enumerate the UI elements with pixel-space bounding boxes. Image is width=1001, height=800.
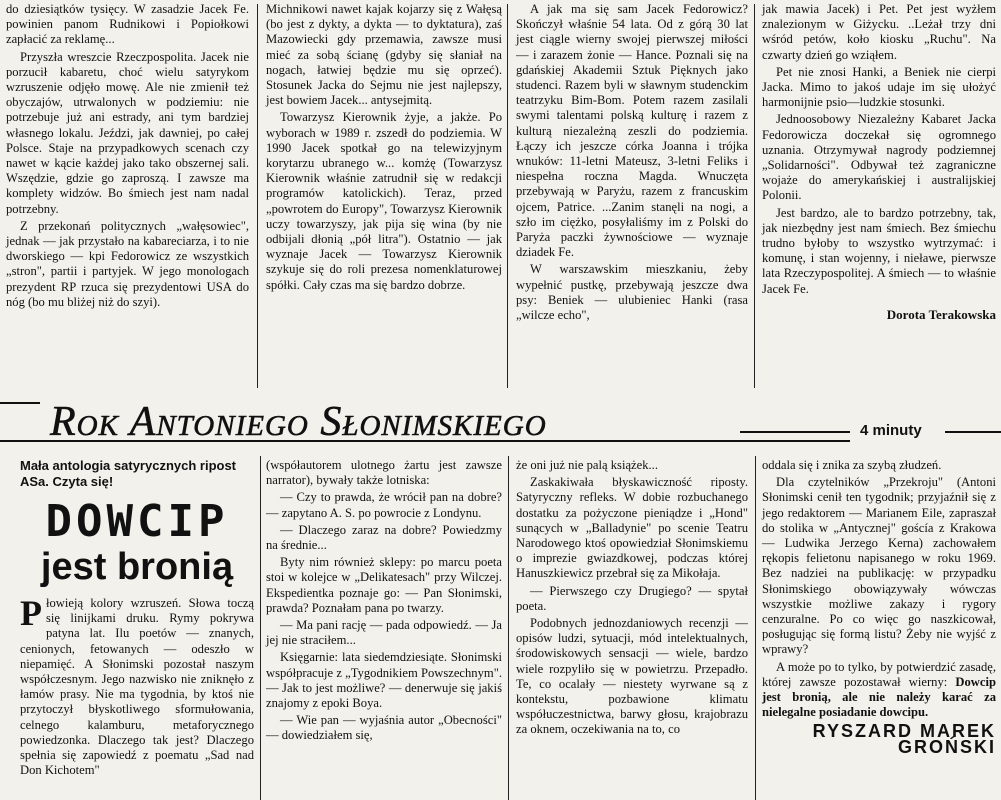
bottom-column-4 [762,458,996,755]
bottom-column-3 [516,458,748,738]
column-divider [755,456,756,800]
paragraph: — Pierwszego czy Drugiego? — spytał poeta. [516,583,748,613]
bold-quote: Dowcip jest bronią, ale nie należy karać za nielegalne posiadanie dowcipu. [762,674,996,720]
top-column-3 [516,2,748,323]
top-column-1 [6,2,249,310]
reading-time: 4 minuty [860,422,922,439]
headline-line-1: DOWCIP [45,496,229,547]
paragraph: — Wie pan — wyjaśnia autor „Obecności" — dowiedziałem się, [266,713,502,743]
paragraph: że oni już nie palą książek... [516,458,658,472]
paragraph: Podobnych jednozdaniowych recenzji — opisów ludzi, sytuacji, mód intelektualnych, środowiskowych sensacji — wiele, bardzo wiele rozpyliło się w powietrzu. Przepadło. Te, co ocalały — niestety wyrwane są z kontekstu, pozbawione klimatu współuczestnictwa, barwy głosu, krajobrazu za oknem, oczekiwania na to, co [516,616,748,737]
paragraph: Księgarnie: lata siedemdziesiąte. Słonimski współpracuje z „Tygodnikiem Powszechnym". — Jak to jest możliwe? — denerwuje się jakiś znajomy z epoki Boya. [266,650,502,711]
top-column-4 [762,2,996,322]
article-author: RYSZARD MAREK GROŃSKI [812,721,996,757]
paragraph: (współautorem ulotnego żartu jest zawsze narrator), bywały także lotniska: [266,458,502,488]
banner-rule [0,402,40,404]
paragraph: do dziesiątków tysięcy. W zasadzie Jacek Fe. powinien panom Rudnikowi i Popiołkowi zapłacić za reklamę... [6,2,249,47]
paragraph: Michnikowi nawet kajak kojarzy się z Wałęsą (bo jest z dykty, a dykta — to dyktatura), zaś Mazowiecki gdy przemawia, zawsze musi mieć za sobą ścianę (gdyby się słaniał na nogach, łatwiej będzie mu się oprzeć). Stosunek Jacka do Sejmu nie jest najlepszy, jest bowiem Jacek... antysejmitą. [266,2,502,108]
column-divider [507,4,508,388]
bottom-column-2 [266,458,502,744]
paragraph: Jednoosobowy Niezależny Kabaret Jacka Fedorowicza doczekał się ogromnego uznania. Otrzymywał nagrody podziemnej „Solidarności". Odbywał też zagraniczne wojaże do amerykańskiej i australijskiej Polonii. [762,112,996,203]
column-divider [508,456,509,800]
article-lead: Mała antologia satyrycznych ripost ASa. Czyta się! [20,458,237,489]
paragraph: — Dlaczego zaraz na dobre? Powiedzmy na średnie... [266,522,502,553]
paragraph: Towarzysz Kierownik żyje, a jakże. Po wyborach w 1989 r. zszedł do podziemia. W 1990 Jacek spotkał go na telewizyjnym korytarzu ubranego w... komżę (Towarzysz Kierownik właśnie zatrudnił się w redakcji programów katolickich). Teraz, przed „powrotem do Europy", Towarzysz Kierownik uczy towarzyszy, jak pija się wina (by nie odbijali dłonią „pół litra"). Ostatnio — jak wyznaje Jacek — Towarzysz Kierownik szykuje się do roli prezesa nomenklaturowej spółki. Cały czas ma się bardzo dobrze. [266,110,502,292]
bottom-column-1 [20,458,254,778]
paragraph: W warszawskim mieszkaniu, żeby wypełnić pustkę, przebywają jeszcze dwa psy: Beniek — ulubieniec Hanki (rasa „wilcze echo", [516,262,748,323]
paragraph: — Ma pani rację — pada odpowiedź. — Ja jej nie straciłem... [266,618,502,648]
column-divider [260,456,261,800]
paragraph [20,593,254,778]
section-banner [0,396,1001,446]
article-signature: Dorota Terakowska [886,306,996,322]
column-divider [754,4,755,388]
paragraph: oddala się i znika za szybą złudzeń. [762,458,942,472]
headline-line-2: jest bronią [40,546,234,588]
column-divider [257,4,258,388]
paragraph [762,660,996,721]
paragraph: Pet nie znosi Hanki, a Beniek nie cierpi Jacka. Mimo to jakoś udaje im się ułożyć harmonijnie psio—ludzkie stosunki. [762,64,996,110]
banner-rule [740,431,850,433]
paragraph: Byty nim również sklepy: po marcu poeta stoi w kolejce w „Delikatesach" przy Wilczej. Ekspedientka poznaje go: — Pan Słonimski, prawda? Poznałam pana po twarzy. [266,555,502,615]
drop-cap: P [20,593,42,633]
paragraph-text: łowieją kolory wzruszeń. Słowa toczą się linijkami druku. Rymy pokrywa patyna lat. Ilu poetów — znanych, cenionych, fetowanych — odeszło w niepamięć. A Słonimski pozostał naszym współczesnym. Jego nazwisko nie zniknęło z łamów prasy. Nie ma tygodnia, by ktoś nie przytoczył błyskotliwego sformułowania, celnego kalamburu, metaforycznego powiedzonka. Dlaczego tak jest? Dlaczego spełnia się zapowiedź z poematu „Sad nad Don Kichotem" [20,596,254,778]
paragraph: Zaskakiwała błyskawiczność riposty. Satyryczny refleks. W dobie rozbuchanego dostatku za pożyczone pieniądze i „Hond" sunących w „Balladynie" po scenie Teatru Narodowego ktoś opowiedział Słonimskiemu o imprezie gwiazdkowej, podczas której Hanuszkiewicz przebrał się za Mikołaja. [516,475,748,581]
banner-title: Rok Antoniego Słonimskiego [50,399,547,445]
paragraph-text: A może po to tylko, by potwierdzić zasadę, której zawsze pozostawał wierny: [762,659,996,689]
paragraph: — Czy to prawda, że wrócił pan na dobre? — zapytano A. S. po powrocie z Londynu. [266,490,502,520]
paragraph: Dla czytelników „Przekroju" (Antoni Słonimski cenił ten tygodnik; przyjaźnił się z jego redaktorem — Marianem Eile, zapraszał do stolika w „Antycznej" goścía z Krakowa — Ludwika Jerzego Kerna) zachowałem rękopis felietonu napisanego w roku 1969. Bez nadziei na publikację: w przypadku Słonimskiego obowiązywały wówczas wszystkie możliwe zakazy i rygory cenzuralne. Po co więc go naszkicował, posługując się formą listu? Żeby nie wyjść z wprawy? [762,475,996,657]
paragraph: jak mawia Jacek) i Pet. Pet jest wyżłem znalezionym w Giżycku. ..Leżał trzy dni wśród petów, koło kiosku „Ruchu". Na czwarty dzień go wziąłem. [762,2,996,62]
paragraph: A jak ma się sam Jacek Fedorowicz? Skończył właśnie 54 lata. Od z górą 30 lat jest ciągle wierny swojej pierwszej miłości — i zarazem żonie — Hance. Poznali się na gdańskiej Akademii Sztuk Pięknych jako studenci. Razem byli w sławnym studenckim teatrzyku Bim-Bom. Potem razem zasilali swymi talentami polską kulturę i razem z kulturą niezależną zeszli do podziemia. Łączy ich jeszcze córka Joanna i trójka wnuków: 11-letni Mateusz, 3-letni Feliks i niespełna roczna Magda. Wnuczęta przebywają w Paryżu, razem z francuskim ojcem, Patrice. ...Zanim stanęli na nogi, a szło im ciężko, posyłaliśmy im z Polski do Paryża paczki żywnościowe — wyznaje dziadek Fe. [516,2,748,260]
paragraph: Z przekonań politycznych „wałęsowiec", jednak — jak przystało na kabareciarza, i to nie dworskiego — kpi Fedorowicz ze wszystkich „stron", partii i partyjek. W jego monologach prezydent RP rzuca się prezydentowi USA do nóg (bo mu bliżej niż do szyi). [6,218,249,309]
banner-rule [945,431,1001,433]
paragraph: Jest bardzo, ale to bardzo potrzebny, tak, jak niezbędny jest nam śmiech. Bez śmiechu trudno byłoby to wszystko wytrzymać: i komunę, i stan wojenny, i nieławe, pierwsze lata Rzeczypospolitej. A śmiech — to właśnie Jacek Fe. [762,205,996,296]
paragraph: Przyszła wreszcie Rzeczpospolita. Jacek nie porzucił kabaretu, choć wielu satyrykom wzruszenie odjęło mowę. Ale nie zmienił też obyczajów, utrwalonych w podziemiu: nie potrzebuje już ani estrady, ani tym bardziej własnego lokalu. Jeździ, jak dawniej, po całej Polsce. Staje na przypadkowych scenach czy nawet w kącie każdej jako tako obszernej sali. Wszędzie, gdzie go zaproszą. I zawsze ma komplety widzów. Bo śmiech jest nam nadal potrzebny. [6,49,249,216]
top-column-2 [266,2,502,293]
